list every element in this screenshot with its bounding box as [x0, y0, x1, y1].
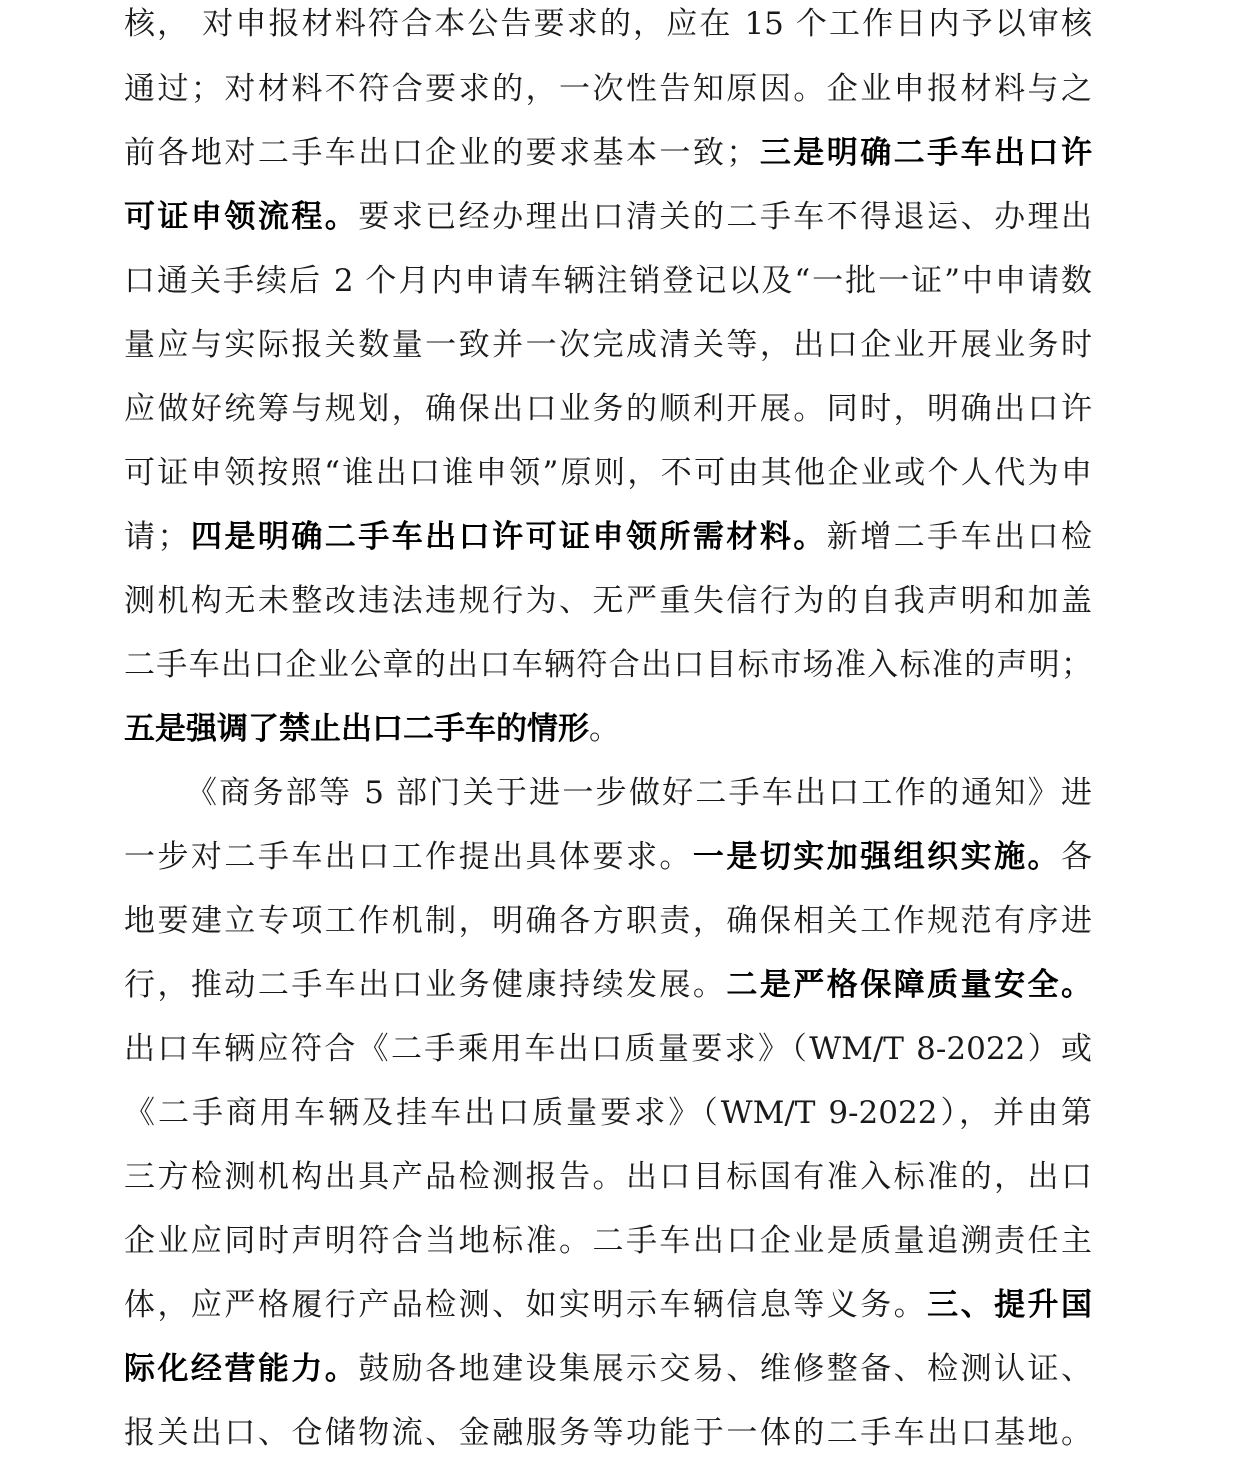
text-line [124, 709, 1092, 749]
text-run: 行，推动二手车出口业务健康持续发展。 [124, 967, 727, 1003]
text-run: 口通关手续后 2 个月内申请车辆注销登记以及“一批一证”中申请数 [124, 263, 1092, 299]
text-line [124, 645, 1092, 685]
text-line [124, 69, 1092, 109]
text-run: 《二手商用车辆及挂车出口质量要求》（WM/T 9-2022），并由第 [124, 1095, 1092, 1131]
text-line [124, 1157, 1092, 1197]
text-line [124, 325, 1092, 365]
text-line [124, 1285, 1092, 1325]
text-run: 一步对二手车出口工作提出具体要求。 [124, 839, 693, 875]
text-run: 请； [124, 519, 189, 555]
text-run: 三方检测机构出具产品检测报告。出口目标国有准入标准的，出口 [124, 1159, 1092, 1195]
text-run: 核， 对申报材料符合本公告要求的，应在 15 个工作日内予以审核 [124, 6, 1092, 42]
text-line [124, 1093, 1092, 1133]
text-run: 报关出口、仓储物流、金融服务等功能于一体的二手车出口基地。 [124, 1415, 1092, 1451]
text-run: 企业应同时声明符合当地标准。二手车出口企业是质量追溯责任主 [124, 1223, 1092, 1259]
text-run: 新增二手车出口检 [826, 519, 1093, 555]
text-run: 可证申领按照“谁出口谁申领”原则，不可由其他企业或个人代为申 [124, 455, 1092, 491]
bold-text-run: 三是明确二手车出口许 [757, 135, 1093, 171]
text-run: 通过；对材料不符合要求的，一次性告知原因。企业申报材料与之 [124, 71, 1092, 107]
text-line [124, 901, 1092, 941]
bold-text-run: 际化经营能力。 [124, 1351, 359, 1387]
bold-text-run: 一是切实加强组织实施。 [692, 839, 1062, 875]
text-run: 前各地对二手车出口企业的要求基本一致； [124, 135, 758, 171]
text-line [124, 133, 1092, 173]
text-run: 二手车出口企业公章的出口车辆符合出口目标市场准入标准的声明； [124, 647, 1092, 683]
text-line [124, 517, 1092, 557]
text-run: 地要建立专项工作机制，明确各方职责，确保相关工作规范有序进 [124, 903, 1092, 939]
text-line [124, 197, 1092, 237]
text-line [124, 1349, 1092, 1389]
bold-text-run: 三、提升国 [927, 1287, 1092, 1323]
bold-text-run: 五是强调了禁止出口二手车的情形 [124, 711, 589, 747]
text-line [124, 389, 1092, 429]
text-line [124, 581, 1092, 621]
text-run: 量应与实际报关数量一致并一次完成清关等，出口企业开展业务时 [124, 327, 1092, 363]
text-run: 体，应严格履行产品检测、如实明示车辆信息等义务。 [124, 1287, 928, 1323]
text-line [124, 4, 1092, 44]
text-line [124, 453, 1092, 493]
text-run: 要求已经办理出口清关的二手车不得退运、办理出 [358, 199, 1092, 235]
text-line [124, 965, 1092, 1005]
text-line-paragraph-start [124, 773, 1092, 813]
text-run: 应做好统筹与规划，确保出口业务的顺利开展。同时，明确出口许 [124, 391, 1092, 427]
text-run: 测机构无未整改违法违规行为、无严重失信行为的自我声明和加盖 [124, 583, 1092, 619]
text-line [124, 1413, 1092, 1453]
text-run: 《商务部等 5 部门关于进一步做好二手车出口工作的通知》进 [186, 775, 1092, 811]
text-line [124, 1221, 1092, 1261]
text-line [124, 837, 1092, 877]
bold-text-run: 二是严格保障质量安全。 [726, 967, 1093, 1003]
text-line [124, 1029, 1092, 1069]
text-line [124, 261, 1092, 301]
text-run: 各 [1061, 839, 1093, 875]
bold-text-run: 可证申领流程。 [124, 199, 359, 235]
text-run: 鼓励各地建设集展示交易、维修整备、检测认证、 [358, 1351, 1092, 1387]
text-run: 。 [589, 711, 620, 747]
bold-text-run: 四是明确二手车出口许可证申领所需材料。 [188, 519, 827, 555]
text-run: 出口车辆应符合《二手乘用车出口质量要求》（WM/T 8-2022）或 [124, 1031, 1092, 1067]
